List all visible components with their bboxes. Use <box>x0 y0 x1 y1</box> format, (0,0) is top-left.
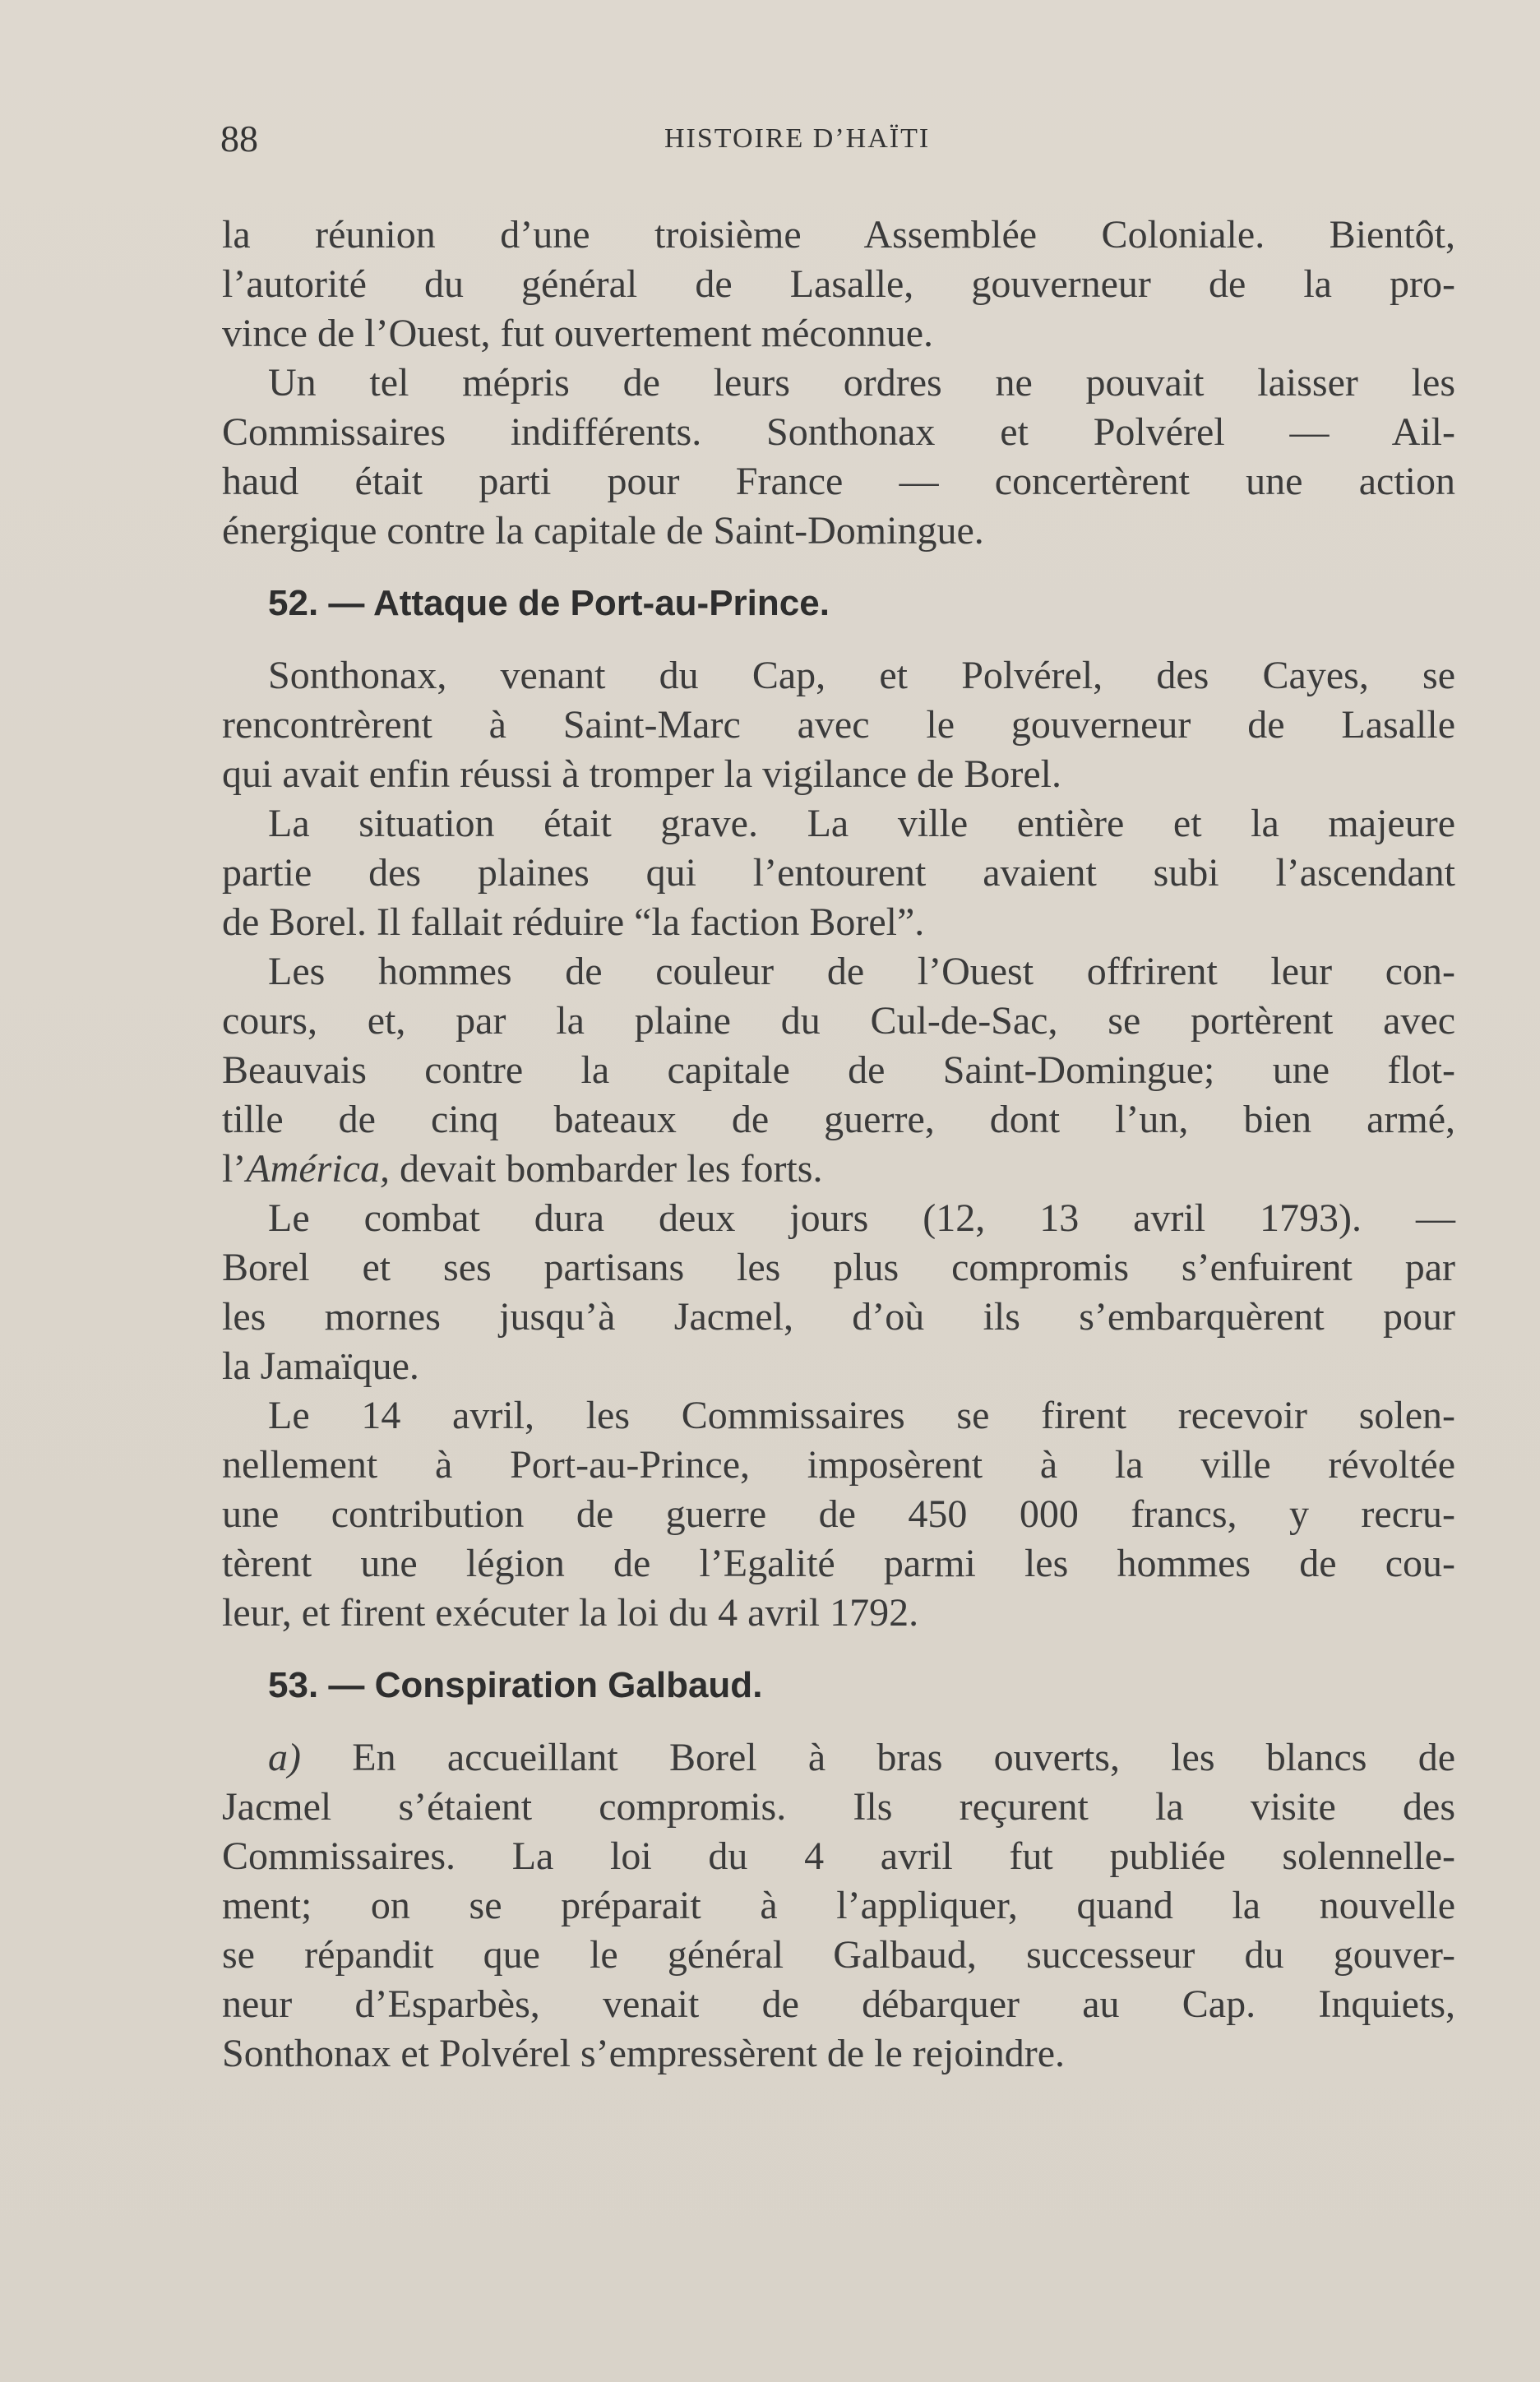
text-line: Le 14 avril, les Commissaires se firent recevoir solen- <box>268 1394 1455 1437</box>
text-line: Jacmel s’étaient compromis. Ils reçurent la visite des <box>222 1785 1455 1829</box>
text-line: Sonthonax et Polvérel s’empressèrent de le rejoindre. <box>222 2032 1066 2075</box>
text-line: partie des plaines qui l’entourent avaient subi l’ascendant <box>222 851 1455 895</box>
text-line: Beauvais contre la capitale de Saint-Domingue; une flot- <box>222 1048 1455 1092</box>
text-line <box>222 1145 1455 1194</box>
text-line: Borel et ses partisans les plus compromis s’enfuirent par <box>222 1246 1455 1289</box>
text-line: neur d’Esparbès, venait de débarquer au Cap. Inquiets, <box>222 1982 1455 2026</box>
list-marker: a) <box>268 1736 301 1779</box>
text-line: tille de cinq bateaux de guerre, dont l’un, bien armé, <box>222 1098 1455 1141</box>
text-line: Sonthonax, venant du Cap, et Polvérel, des Cayes, se <box>268 654 1455 697</box>
running-title: HISTOIRE D’HAÏTI <box>664 123 931 154</box>
text-line: vince de l’Ouest, fut ouvertement méconnue. <box>222 312 934 355</box>
page-header <box>220 117 1454 166</box>
text-line: la Jamaïque. <box>222 1344 419 1388</box>
text-line: haud était parti pour France — concertèrent une action <box>222 460 1455 503</box>
text-line: cours, et, par la plaine du Cul-de-Sac, se portèrent avec <box>222 999 1455 1043</box>
text-line <box>222 1733 1455 1783</box>
text-line: une contribution de guerre de 450 000 francs, y recru- <box>222 1492 1455 1536</box>
text-line: rencontrèrent à Saint-Marc avec le gouverneur de Lasalle <box>222 703 1455 747</box>
text-line: qui avait enfin réussi à tromper la vigilance de Borel. <box>222 752 1061 796</box>
section-heading: 53. — Conspiration Galbaud. <box>268 1665 763 1705</box>
text-line: de Borel. Il fallait réduire “la faction Borel”. <box>222 900 925 944</box>
ship-name: América, <box>246 1147 390 1191</box>
page-number: 88 <box>220 118 258 160</box>
text-line: La situation était grave. La ville entière et la majeure <box>268 802 1455 845</box>
text-line: se répandit que le général Galbaud, successeur du gouver- <box>222 1933 1455 1977</box>
text-line: Le combat dura deux jours (12, 13 avril 1793). — <box>268 1196 1455 1240</box>
text-line: l’autorité du général de Lasalle, gouverneur de la pro- <box>222 262 1455 306</box>
text-line: énergique contre la capitale de Saint-Domingue. <box>222 509 984 553</box>
section-heading: 52. — Attaque de Port-au-Prince. <box>268 583 830 623</box>
text-line: leur, et firent exécuter la loi du 4 avril 1792. <box>222 1591 919 1635</box>
text-line: tèrent une légion de l’Egalité parmi les hommes de cou- <box>222 1542 1455 1585</box>
text-line: ment; on se préparait à l’appliquer, quand la nouvelle <box>222 1884 1455 1927</box>
text-line: Un tel mépris de leurs ordres ne pouvait laisser les <box>268 361 1455 405</box>
text-fragment: En accueillant Borel à bras ouverts, les blancs de <box>300 1736 1455 1779</box>
page-body <box>222 210 1455 2079</box>
text-fragment: devait bombarder les forts. <box>389 1147 823 1191</box>
text-fragment: l’ <box>222 1147 247 1191</box>
text-line: les mornes jusqu’à Jacmel, d’où ils s’embarquèrent pour <box>222 1295 1455 1339</box>
text-line: Commissaires. La loi du 4 avril fut publiée solennelle- <box>222 1834 1455 1878</box>
text-line: Les hommes de couleur de l’Ouest offrirent leur con- <box>268 950 1455 993</box>
text-line: la réunion d’une troisième Assemblée Coloniale. Bientôt, <box>222 213 1455 257</box>
text-line: Commissaires indifférents. Sonthonax et Polvérel — Ail- <box>222 410 1455 454</box>
text-line: nellement à Port-au-Prince, imposèrent à la ville révoltée <box>222 1443 1455 1487</box>
